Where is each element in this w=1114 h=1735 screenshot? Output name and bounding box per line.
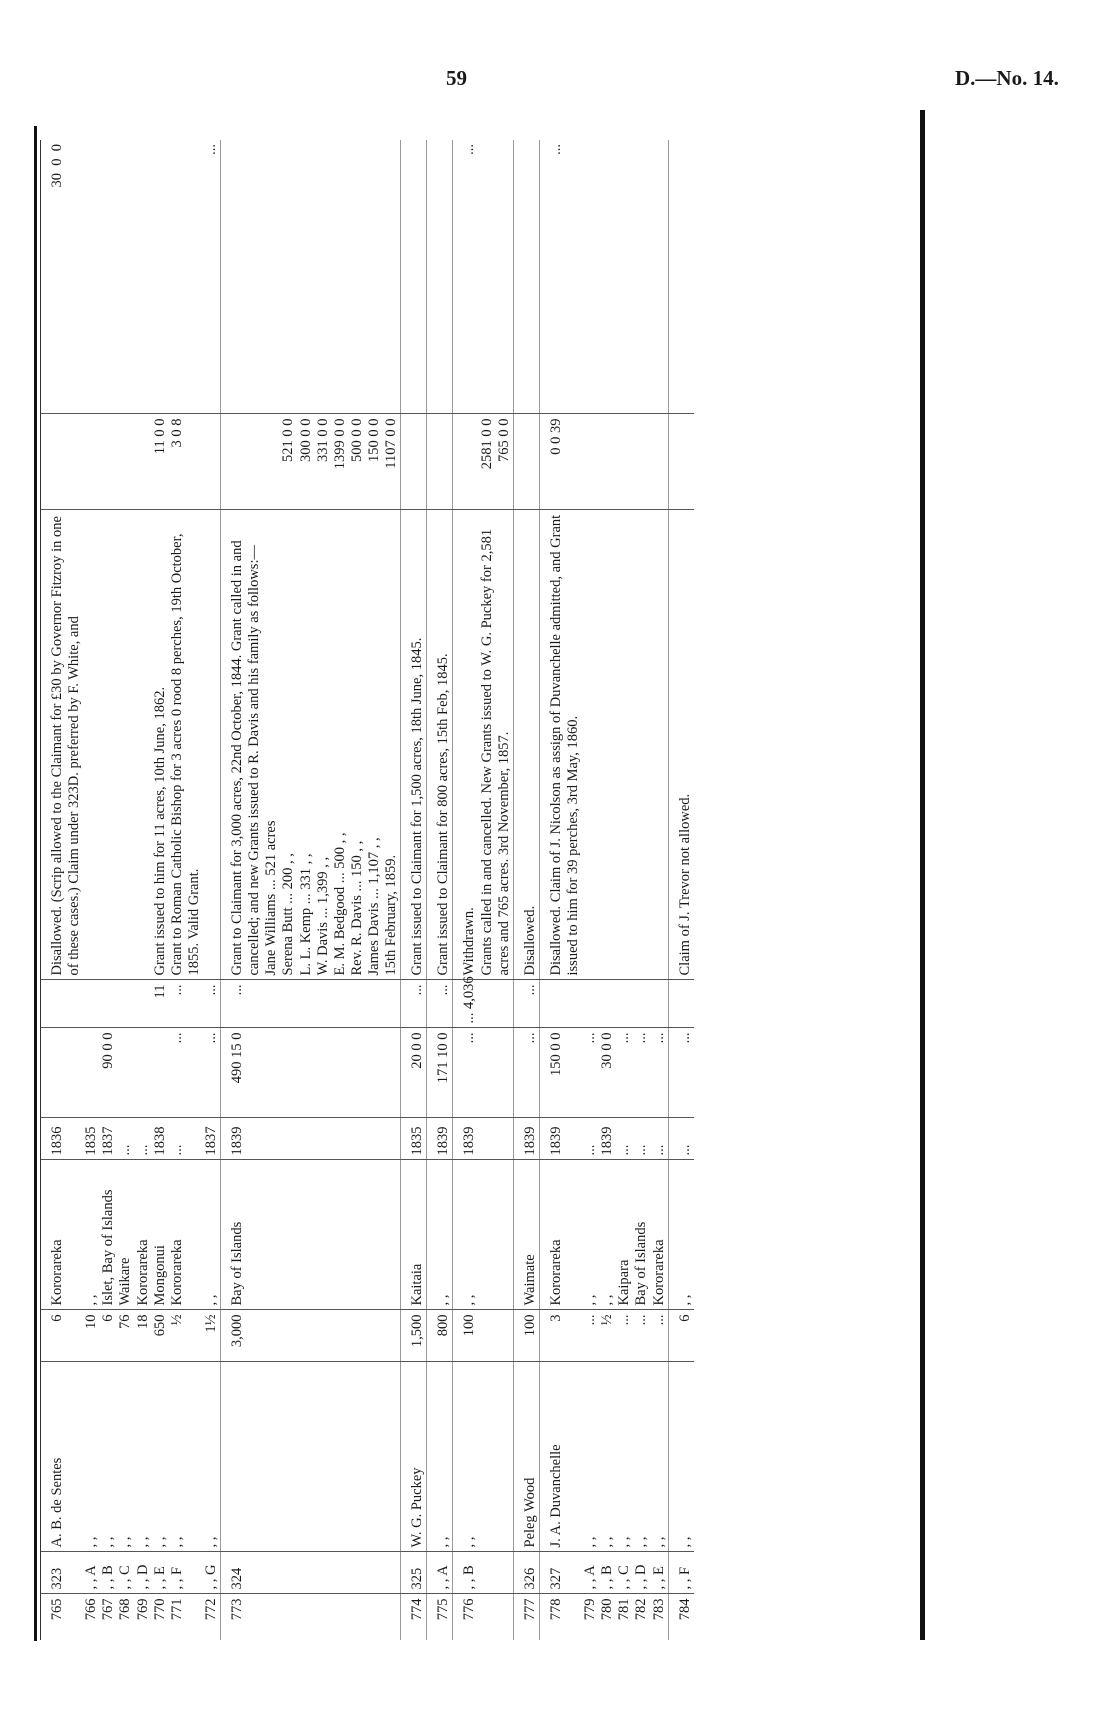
scrip-allowed: 30 0 0 — [41, 140, 84, 414]
claim-reference: , , A — [582, 1552, 599, 1594]
locality: , , — [83, 1160, 100, 1310]
remarks: Claim of J. Trevor not allowed. — [668, 510, 694, 980]
scrip-allowed — [651, 140, 669, 414]
acres-claimed: 100 — [513, 1310, 539, 1362]
year-of-purchase: ... — [668, 1118, 694, 1160]
remarks — [135, 510, 152, 980]
acres-claimed: 1½ — [203, 1310, 221, 1362]
scrip-allowed — [100, 140, 117, 414]
scrip-allowed: ... — [203, 140, 221, 414]
acres-claimed: ½ — [599, 1310, 616, 1362]
acres-claimed: 800 — [427, 1310, 453, 1362]
year-of-purchase: 1837 — [203, 1118, 221, 1160]
year-of-purchase: 1836 — [41, 1118, 84, 1160]
acres-awarded: ... — [427, 980, 453, 1028]
acres-claimed: ... — [616, 1310, 633, 1362]
claim-reference: , , C — [117, 1552, 134, 1594]
locality: , , — [582, 1160, 599, 1310]
year-of-purchase: ... — [651, 1118, 669, 1160]
locality: Mongonui — [152, 1160, 169, 1310]
remarks: Disallowed. Claim of J. Nicolson as assign of Duvanchelle admitted, and Grant issued to him for 39 perches, 3rd May, 1860. — [539, 510, 582, 980]
purchase-value: ... — [616, 1028, 633, 1118]
purchase-value — [41, 1028, 84, 1118]
table-row — [100, 140, 117, 1640]
table-row — [633, 140, 650, 1640]
claim-reference: 325 — [401, 1552, 427, 1594]
acres-awarded — [651, 980, 669, 1028]
acres-awarded — [135, 980, 152, 1028]
table-row — [169, 140, 203, 1640]
acres-granted — [599, 414, 616, 510]
claimant-name: , , — [582, 1362, 599, 1552]
year-of-purchase: ... — [582, 1118, 599, 1160]
claim-reference: , , C — [616, 1552, 633, 1594]
acres-granted — [513, 414, 539, 510]
purchase-value — [117, 1028, 134, 1118]
claim-number: 781 — [616, 1598, 633, 1621]
acres-granted — [83, 414, 100, 510]
year-of-purchase: ... — [117, 1118, 134, 1160]
table-row — [221, 140, 401, 1640]
acres-claimed: 10 — [83, 1310, 100, 1362]
table-row — [135, 140, 152, 1640]
scrip-allowed — [599, 140, 616, 414]
acres-awarded: ... 4,036 — [453, 980, 513, 1028]
table-row — [668, 140, 694, 1640]
locality: Kaipara — [616, 1160, 633, 1310]
table-row — [401, 140, 427, 1640]
remarks — [203, 510, 221, 980]
claimant-name: , , — [599, 1362, 616, 1552]
year-of-purchase: 1839 — [427, 1118, 453, 1160]
acres-awarded — [100, 980, 117, 1028]
remarks — [651, 510, 669, 980]
claim-reference: , , B — [100, 1552, 117, 1594]
acres-awarded: 11 — [152, 980, 169, 1028]
scrip-allowed — [169, 140, 203, 414]
acres-claimed: 3 — [539, 1310, 582, 1362]
scrip-allowed: ... — [539, 140, 582, 414]
acres-awarded — [599, 980, 616, 1028]
remarks — [599, 510, 616, 980]
claim-reference: , , D — [135, 1552, 152, 1594]
purchase-value: 150 0 0 — [539, 1028, 582, 1118]
claim-reference: , , F — [668, 1552, 694, 1594]
locality: Waimate — [513, 1160, 539, 1310]
claimant-name: , , — [651, 1362, 669, 1552]
claim-reference: , , B — [599, 1552, 616, 1594]
purchase-value: ... — [651, 1028, 669, 1118]
claim-reference: 324 — [221, 1552, 401, 1594]
year-of-purchase: ... — [169, 1118, 203, 1160]
claim-number: 775 — [427, 1594, 453, 1640]
acres-granted — [100, 414, 117, 510]
acres-awarded — [117, 980, 134, 1028]
acres-granted — [203, 414, 221, 510]
table-row — [83, 140, 100, 1640]
remarks — [633, 510, 650, 980]
year-of-purchase: ... — [633, 1118, 650, 1160]
land-claims-table — [40, 140, 694, 1640]
claim-number: 767 — [100, 1598, 117, 1621]
purchase-value: ... — [668, 1028, 694, 1118]
scrip-allowed — [83, 140, 100, 414]
acres-claimed: ... — [633, 1310, 650, 1362]
claim-number: 777 — [513, 1594, 539, 1640]
acres-awarded — [668, 980, 694, 1028]
year-of-purchase: 1839 — [453, 1118, 513, 1160]
purchase-value: 490 15 0 — [221, 1028, 401, 1118]
acres-awarded — [582, 980, 599, 1028]
table-row — [152, 140, 169, 1640]
acres-granted: 2581 0 0 765 0 0 — [453, 414, 513, 510]
acres-granted — [135, 414, 152, 510]
table-row — [616, 140, 633, 1640]
claimant-name: , , — [453, 1362, 513, 1552]
remarks: Grant issued to Claimant for 1,500 acres, 18th June, 1845. — [401, 510, 427, 980]
locality: Kororareka — [169, 1160, 203, 1310]
table-row — [453, 140, 513, 1640]
year-of-purchase: ... — [135, 1118, 152, 1160]
claim-number: 772 — [202, 1598, 219, 1621]
acres-awarded: ... — [221, 980, 401, 1028]
claimant-name: , , — [169, 1362, 203, 1552]
acres-claimed: ... — [582, 1310, 599, 1362]
remarks: Grant issued to Claimant for 800 acres, 15th Feb, 1845. — [427, 510, 453, 980]
remarks: Grant issued to him for 11 acres, 10th June, 1862. — [152, 510, 169, 980]
claim-number: 768 — [117, 1598, 134, 1621]
locality: Kororareka — [539, 1160, 582, 1310]
claim-reference: , , A — [83, 1552, 100, 1594]
scrip-allowed — [117, 140, 134, 414]
rotated-table-wrapper — [40, 140, 910, 1640]
claimant-name: , , — [117, 1362, 134, 1552]
claim-number: 765 — [41, 1594, 84, 1640]
scrip-allowed: ... — [453, 140, 513, 414]
acres-claimed: 650 — [152, 1310, 169, 1362]
claim-reference: 323 — [41, 1552, 84, 1594]
year-of-purchase: 1839 — [539, 1118, 582, 1160]
claimant-name: , , — [100, 1362, 117, 1552]
locality: Bay of Islands — [221, 1160, 401, 1310]
remarks — [616, 510, 633, 980]
acres-awarded — [633, 980, 650, 1028]
purchase-value — [83, 1028, 100, 1118]
right-frame-rule — [920, 110, 925, 1640]
claimant-name: , , — [633, 1362, 650, 1552]
scrip-allowed — [221, 140, 401, 414]
claim-number: 769 — [134, 1598, 151, 1621]
purchase-value: ... — [453, 1028, 513, 1118]
locality: Waikare — [117, 1160, 134, 1310]
acres-awarded — [83, 980, 100, 1028]
acres-claimed: ½ — [169, 1310, 203, 1362]
claim-reference: , , B — [453, 1552, 513, 1594]
table-row — [513, 140, 539, 1640]
remarks — [83, 510, 100, 980]
claimant-name: , , — [152, 1362, 169, 1552]
claim-number: 779 — [582, 1598, 599, 1621]
claim-reference: , , E — [152, 1552, 169, 1594]
claim-number: 778 — [539, 1594, 582, 1640]
table-row — [203, 140, 221, 1640]
claimant-name: , , — [616, 1362, 633, 1552]
acres-awarded — [539, 980, 582, 1028]
acres-claimed: 18 — [135, 1310, 152, 1362]
page-number: 59 — [446, 66, 467, 90]
acres-claimed: 3,000 — [221, 1310, 401, 1362]
claimant-name: W. G. Puckey — [401, 1362, 427, 1552]
purchase-value: 30 0 0 — [599, 1028, 616, 1118]
table-body — [41, 140, 694, 1640]
remarks: Disallowed. — [513, 510, 539, 980]
claim-reference: , , G — [203, 1552, 221, 1594]
acres-granted — [582, 414, 599, 510]
table-row — [539, 140, 582, 1640]
acres-claimed: 6 — [100, 1310, 117, 1362]
claim-number: 773 — [221, 1594, 401, 1640]
table-row — [599, 140, 616, 1640]
remarks — [100, 510, 117, 980]
table-row — [41, 140, 84, 1640]
acres-granted — [616, 414, 633, 510]
acres-awarded: ... — [203, 980, 221, 1028]
locality: , , — [599, 1160, 616, 1310]
purchase-value — [152, 1028, 169, 1118]
scrip-allowed — [668, 140, 694, 414]
remarks: Withdrawn. Grants called in and cancelled. New Grants issued to W. G. Puckey for 2,581 acres and 765 acres. 3rd November, 1857. — [453, 510, 513, 980]
document-code: D.—No. 14. — [955, 66, 1059, 90]
locality: Kaitaia — [401, 1160, 427, 1310]
locality: Kororareka — [41, 1160, 84, 1310]
claim-number: 776 — [453, 1594, 513, 1640]
claimant-name: , , — [135, 1362, 152, 1552]
left-frame-rule — [34, 126, 37, 1641]
scrip-allowed — [152, 140, 169, 414]
claim-number: 783 — [650, 1598, 667, 1621]
acres-claimed: 76 — [117, 1310, 134, 1362]
year-of-purchase: 1838 — [152, 1118, 169, 1160]
acres-granted — [41, 414, 84, 510]
purchase-value: ... — [513, 1028, 539, 1118]
locality: Kororareka — [651, 1160, 669, 1310]
acres-awarded — [41, 980, 84, 1028]
claim-number: 782 — [633, 1598, 650, 1621]
remarks: Grant to Claimant for 3,000 acres, 22nd October, 1844. Grant called in and cancelled; and new Grants issued to R. Davis and his family as follows:— Jane Williams ... 521 acres Serena Butt ... 200 , , L. L. Kemp ... 331 , , W. Davis ... 1,399 , , E. M. Bedgood ... 500 , , Rev. R. Davis ... 150 , , James Davis ... 1,107 , , 15th February, 1859. — [221, 510, 401, 980]
claimant-name: , , — [427, 1362, 453, 1552]
locality: , , — [453, 1160, 513, 1310]
acres-claimed: ... — [651, 1310, 669, 1362]
table-row — [651, 140, 669, 1640]
claimant-name: J. A. Duvanchelle — [539, 1362, 582, 1552]
acres-granted: 3 0 8 — [169, 414, 203, 510]
table-row — [582, 140, 599, 1640]
acres-granted — [668, 414, 694, 510]
purchase-value: ... — [582, 1028, 599, 1118]
acres-granted: 11 0 0 — [152, 414, 169, 510]
year-of-purchase: 1835 — [83, 1118, 100, 1160]
acres-claimed: 6 — [41, 1310, 84, 1362]
scrip-allowed — [135, 140, 152, 414]
acres-awarded: ... — [169, 980, 203, 1028]
acres-granted — [651, 414, 669, 510]
claim-number: 770 — [151, 1598, 168, 1621]
claimant-name: , , — [83, 1362, 100, 1552]
purchase-value: ... — [633, 1028, 650, 1118]
purchase-value — [135, 1028, 152, 1118]
scrip-allowed — [633, 140, 650, 414]
claimant-name: , , — [668, 1362, 694, 1552]
year-of-purchase: 1837 — [100, 1118, 117, 1160]
scrip-allowed — [616, 140, 633, 414]
purchase-value: 20 0 0 — [401, 1028, 427, 1118]
claimant-name: A. B. de Sentes — [41, 1362, 84, 1552]
acres-awarded — [616, 980, 633, 1028]
claim-reference: , , F — [169, 1552, 203, 1594]
acres-granted — [633, 414, 650, 510]
acres-claimed: 1,500 — [401, 1310, 427, 1362]
locality: , , — [427, 1160, 453, 1310]
acres-granted: 0 0 39 — [539, 414, 582, 510]
remarks — [582, 510, 599, 980]
locality: , , — [203, 1160, 221, 1310]
acres-awarded: ... — [513, 980, 539, 1028]
acres-claimed: 6 — [668, 1310, 694, 1362]
claimant-name: Peleg Wood — [513, 1362, 539, 1552]
scrip-allowed — [401, 140, 427, 414]
acres-granted — [401, 414, 427, 510]
claimant-name — [221, 1362, 401, 1552]
claim-number: 774 — [401, 1594, 427, 1640]
scrip-allowed — [427, 140, 453, 414]
claimant-name: , , — [203, 1362, 221, 1552]
claim-number: 784 — [668, 1594, 694, 1640]
locality: Islet, Bay of Islands — [100, 1160, 117, 1310]
claim-reference: , , E — [651, 1552, 669, 1594]
table-row — [427, 140, 453, 1640]
remarks: Grant to Roman Catholic Bishop for 3 acres 0 rood 8 perches, 19th October, 1855. Valid Grant. — [169, 510, 203, 980]
year-of-purchase: 1839 — [513, 1118, 539, 1160]
claim-number: 780 — [599, 1598, 616, 1621]
claim-reference: , , D — [633, 1552, 650, 1594]
acres-granted — [117, 414, 134, 510]
year-of-purchase: 1839 — [599, 1118, 616, 1160]
year-of-purchase: ... — [616, 1118, 633, 1160]
locality: Bay of Islands — [633, 1160, 650, 1310]
purchase-value: ... — [169, 1028, 203, 1118]
remarks: Disallowed. (Scrip allowed to the Claimant for £30 by Governor Fitzroy in one of these cases.) Claim under 323D. preferred by F. White, and — [41, 510, 84, 980]
acres-granted: 521 0 0 300 0 0 331 0 0 1399 0 0 500 0 0 150 0 0 1107 0 0 — [221, 414, 401, 510]
year-of-purchase: 1835 — [401, 1118, 427, 1160]
acres-granted — [427, 414, 453, 510]
scrip-allowed — [513, 140, 539, 414]
remarks — [117, 510, 134, 980]
acres-claimed: 100 — [453, 1310, 513, 1362]
claim-reference: 327 — [539, 1552, 582, 1594]
scrip-allowed — [582, 140, 599, 414]
purchase-value: 171 10 0 — [427, 1028, 453, 1118]
claim-reference: 326 — [513, 1552, 539, 1594]
claim-reference: , , A — [427, 1552, 453, 1594]
acres-awarded: ... — [401, 980, 427, 1028]
year-of-purchase: 1839 — [221, 1118, 401, 1160]
locality: , , — [668, 1160, 694, 1310]
locality: Kororareka — [135, 1160, 152, 1310]
claim-number: 771 — [168, 1598, 185, 1621]
purchase-value: 90 0 0 — [100, 1028, 117, 1118]
claim-number: 766 — [83, 1598, 100, 1621]
purchase-value: ... — [203, 1028, 221, 1118]
table-row — [117, 140, 134, 1640]
